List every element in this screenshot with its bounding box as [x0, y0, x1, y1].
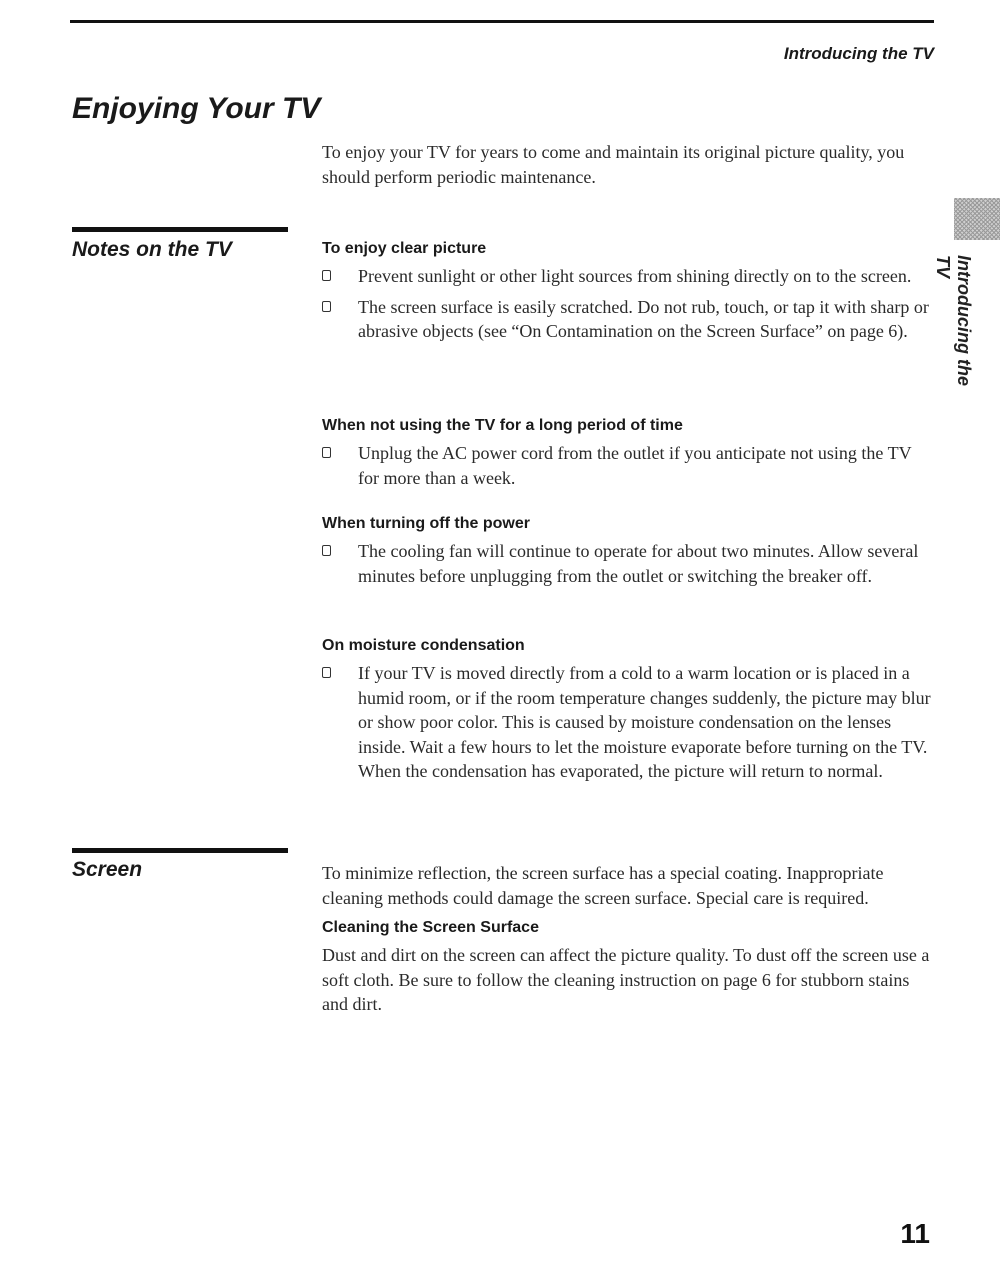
screen-section-rule: [72, 848, 288, 853]
chapter-tab-marker: [954, 198, 1000, 240]
cleaning-paragraph: Dust and dirt on the screen can affect the picture quality. To dust off the screen use a soft cloth. Be sure to follow the cleaning instruction on page 6 for stubborn stains and dirt.: [322, 945, 930, 1014]
checkbox-bullet-icon: [322, 545, 331, 556]
list-item: [322, 264, 934, 289]
page-title: Enjoying Your TV: [72, 92, 321, 125]
checkbox-bullet-icon: [322, 301, 331, 312]
notes-section-body: [322, 240, 934, 350]
list-item: [322, 661, 934, 784]
moisture-heading: On moisture condensation: [322, 637, 525, 654]
list-item-text: If your TV is moved directly from a cold to a warm location or is placed in a humid room, or if the room temperature changes suddenly, the picture may blur or show poor color. This is caused by moisture condensation on the lenses inside. Wait a few hours to let the moisture evaporate before turning on the TV. When the condensation has evaporated, the picture will return to normal.: [358, 663, 931, 781]
list-item: [322, 295, 934, 344]
page-number: 11: [900, 1218, 930, 1249]
cleaning-heading: Cleaning the Screen Surface: [322, 919, 539, 936]
notes-section-rule: [72, 227, 288, 232]
screen-section-body: [322, 861, 934, 1017]
list-item: [322, 539, 934, 588]
running-header: Introducing the TV: [783, 44, 934, 63]
long-period-block: [322, 417, 934, 496]
moisture-block: [322, 637, 934, 790]
screen-intro-paragraph: To minimize reflection, the screen surface has a special coating. Inappropriate cleaning methods could damage the screen surface. Special care is required.: [322, 863, 884, 908]
list-item-text: Prevent sunlight or other light sources from shining directly on to the screen.: [358, 266, 912, 286]
notes-section-title: Notes on the TV: [72, 238, 232, 261]
chapter-tab-label: Introducing the TV: [933, 255, 974, 386]
clear-picture-heading: To enjoy clear picture: [322, 240, 487, 257]
screen-section-title: Screen: [72, 858, 143, 881]
list-item-text: The screen surface is easily scratched. Do not rub, touch, or tap it with sharp or abrasive objects (see “On Contamination on the Screen Surface” on page 6).: [358, 296, 929, 341]
power-off-block: [322, 515, 934, 594]
power-off-heading: When turning off the power: [322, 515, 530, 532]
long-period-heading: When not using the TV for a long period of time: [322, 417, 683, 434]
list-item-text: The cooling fan will continue to operate for about two minutes. Allow several minutes before unplugging from the outlet or switching the breaker off.: [358, 541, 919, 586]
checkbox-bullet-icon: [322, 270, 331, 281]
checkbox-bullet-icon: [322, 447, 331, 458]
list-item-text: Unplug the AC power cord from the outlet if you anticipate not using the TV for more than a week.: [358, 443, 912, 488]
top-rule: [70, 20, 934, 23]
checkbox-bullet-icon: [322, 667, 331, 678]
intro-paragraph: To enjoy your TV for years to come and maintain its original picture quality, you should perform periodic maintenance.: [322, 142, 905, 187]
list-item: [322, 441, 934, 490]
